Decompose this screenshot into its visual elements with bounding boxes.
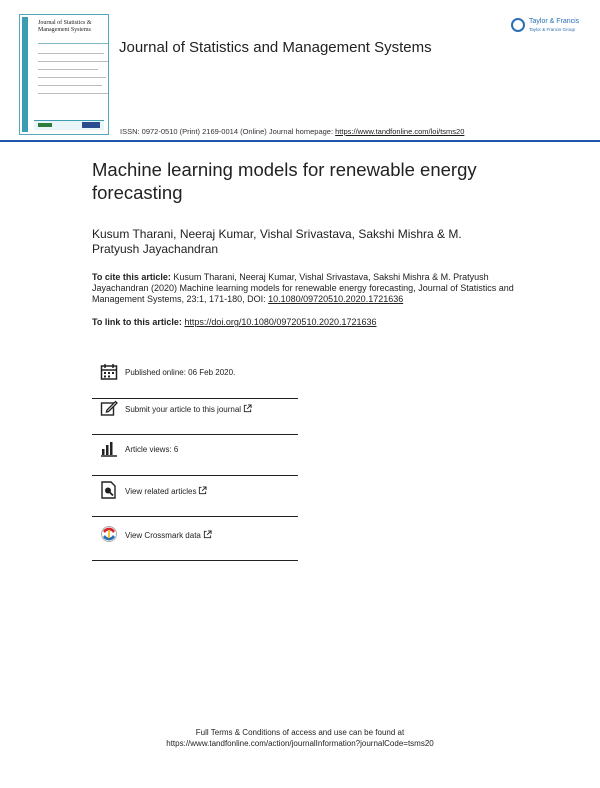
crossmark-label: View Crossmark data — [125, 531, 201, 540]
published-date: Published online: 06 Feb 2020. — [125, 368, 236, 377]
edit-icon — [100, 399, 118, 417]
link-label: To link to this article: — [92, 317, 185, 327]
submit-article-row[interactable] — [92, 399, 298, 435]
journal-homepage-link[interactable]: https://www.tandfonline.com/loi/tsms20 — [335, 127, 465, 136]
publisher-tagline: Taylor & Francis Group — [529, 27, 576, 32]
cite-text: Kusum Tharani, Neeraj Kumar, Vishal Srivastava, Sakshi Mishra & M. Pratyush Jayachandran (2020) Machine learning models for renewable energy forecasting, Journal of Statistics and Management Systems, 23:1, 171-180, DOI: — [92, 272, 514, 304]
cover-title: Journal of Statistics & Management Systems — [38, 20, 92, 33]
article-link — [92, 317, 522, 327]
issn-text: ISSN: 0972-0510 (Print) 2169-0014 (Online) Journal homepage: — [120, 127, 336, 136]
publisher-logo-icon — [511, 18, 525, 32]
calendar-icon — [100, 363, 118, 381]
cite-doi-link[interactable]: 10.1080/09720510.2020.1721636 — [268, 294, 404, 304]
journal-title: Journal of Statistics and Management Systems — [119, 39, 432, 56]
bar-chart-icon — [100, 440, 118, 458]
related-articles-label: View related articles — [125, 487, 197, 496]
journal-cover-image — [19, 14, 109, 135]
publisher-logo — [511, 16, 587, 38]
footer-terms-text: Full Terms & Conditions of access and use can be found at — [195, 728, 405, 737]
external-link-icon — [203, 530, 212, 539]
article-doi-link[interactable]: https://doi.org/10.1080/09720510.2020.1721636 — [184, 317, 377, 327]
document-search-icon — [100, 481, 118, 499]
article-title: Machine learning models for renewable energy forecasting — [92, 159, 477, 203]
related-articles-link[interactable] — [125, 486, 207, 496]
cite-label: To cite this article: — [92, 272, 174, 282]
crossmark-icon — [100, 525, 118, 543]
article-views-row — [92, 440, 298, 476]
external-link-icon — [198, 486, 207, 495]
publisher-name: Taylor & Francis — [529, 18, 580, 25]
footer-terms-link[interactable]: https://www.tandfonline.com/action/journalInformation?journalCode=tsms20 — [166, 739, 434, 748]
footer-terms — [0, 727, 600, 749]
issn-line — [120, 127, 464, 136]
submit-article-link[interactable] — [125, 404, 252, 414]
crossmark-row[interactable] — [92, 525, 298, 561]
citation — [92, 272, 522, 305]
published-row — [92, 363, 298, 399]
external-link-icon — [243, 404, 252, 413]
related-articles-row[interactable] — [92, 481, 298, 517]
crossmark-link[interactable] — [125, 530, 212, 540]
article-authors: Kusum Tharani, Neeraj Kumar, Vishal Srivastava, Sakshi Mishra & M. Pratyush Jayachandran — [92, 227, 462, 256]
article-views: Article views: 6 — [125, 445, 179, 454]
submit-article-label: Submit your article to this journal — [125, 405, 242, 414]
header-divider — [0, 140, 600, 142]
